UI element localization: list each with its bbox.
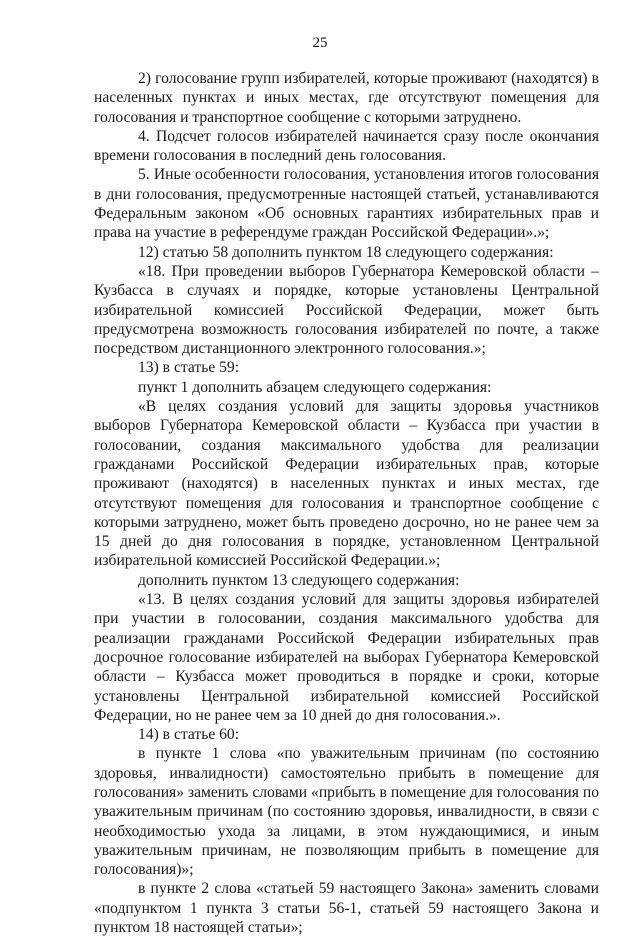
paragraph: «18. При проведении выборов Губернатора Кемеровской области – Кузбасса в случаях и порядке, которые установлены Центральной избирательной комиссией Российской Федерации, может быть предусмотрена возможность голосования избирателей по почте, а также посредством дистанционного электронного голосования.»;: [94, 262, 599, 358]
paragraph: «13. В целях создания условий для защиты здоровья избирателей при участии в голосовании, создания максимального удобства для реализации гражданами Российской Федерации избирательных прав досрочное голосование избирателей на выборах Губернатора Кемеровской области – Кузбасса может проводиться в порядке и сроки, которые установлены Центральной избирательной комиссией Российской Федерации, но не ранее чем за 10 дней до дня голосования.».: [94, 591, 599, 724]
paragraph: 2) голосование групп избирателей, которые проживают (находятся) в населенных пунктах и иных местах, где отсутствуют помещения для голосования и транспортное сообщение с которыми затруднено.: [94, 70, 599, 126]
paragraph: в пункте 2 слова «статьей 59 настоящего Закона» заменить словами «подпунктом 1 пункта 3 статьи 56-1, статьей 59 настоящего Закона и пунктом 18 настоящей статьи»;: [94, 880, 599, 937]
paragraph: в пункте 1 слова «по уважительным причинам (по состоянию здоровья, инвалидности) самостоятельно прибыть в помещение для голосования» заменить словами «прибыть в помещение для голосования по уважительным причинам (по состоянию здоровья, инвалидности, в связи с необходимостью ухода за лицами, в этом нуждающимися, и иным уважительным причинам, не позволяющим прибыть в помещение для голосования)»;: [94, 745, 599, 879]
paragraph: 4. Подсчет голосов избирателей начинается сразу после окончания времени голосования в последний день голосования.: [94, 127, 599, 165]
document-body: [94, 69, 599, 937]
paragraph: пункт 1 дополнить абзацем следующего содержания:: [138, 378, 492, 396]
paragraph: 12) статью 58 дополнить пунктом 18 следующего содержания:: [138, 243, 554, 261]
paragraph: 5. Иные особенности голосования, установления итогов голосования в дни голосования, предусмотренные настоящей статьей, устанавливаются Федеральным законом «Об основных гарантиях избирательных прав и права на участие в референдуме граждан Российской Федерации».»;: [94, 166, 599, 242]
page-number: 25: [312, 35, 328, 51]
paragraph: 14) в статье 60:: [138, 726, 240, 744]
paragraph: 13) в статье 59:: [138, 359, 240, 377]
paragraph: «В целях создания условий для защиты здоровья участников выборов Губернатора Кемеровской области – Кузбасса при участии в голосовании, создания максимального удобства для реализации гражданами Российской Федерации избирательных прав, которые проживают (находятся) в населенных пунктах и иных местах, где отсутствуют помещения для голосования и транспортное сообщение с которыми затруднено, может быть проведено досрочно, но не ранее чем за 15 дней до дня голосования в порядке, установленном Центральной избирательной комиссией Российской Федерации.»;: [94, 398, 599, 570]
paragraph: дополнить пунктом 13 следующего содержания:: [138, 571, 460, 589]
